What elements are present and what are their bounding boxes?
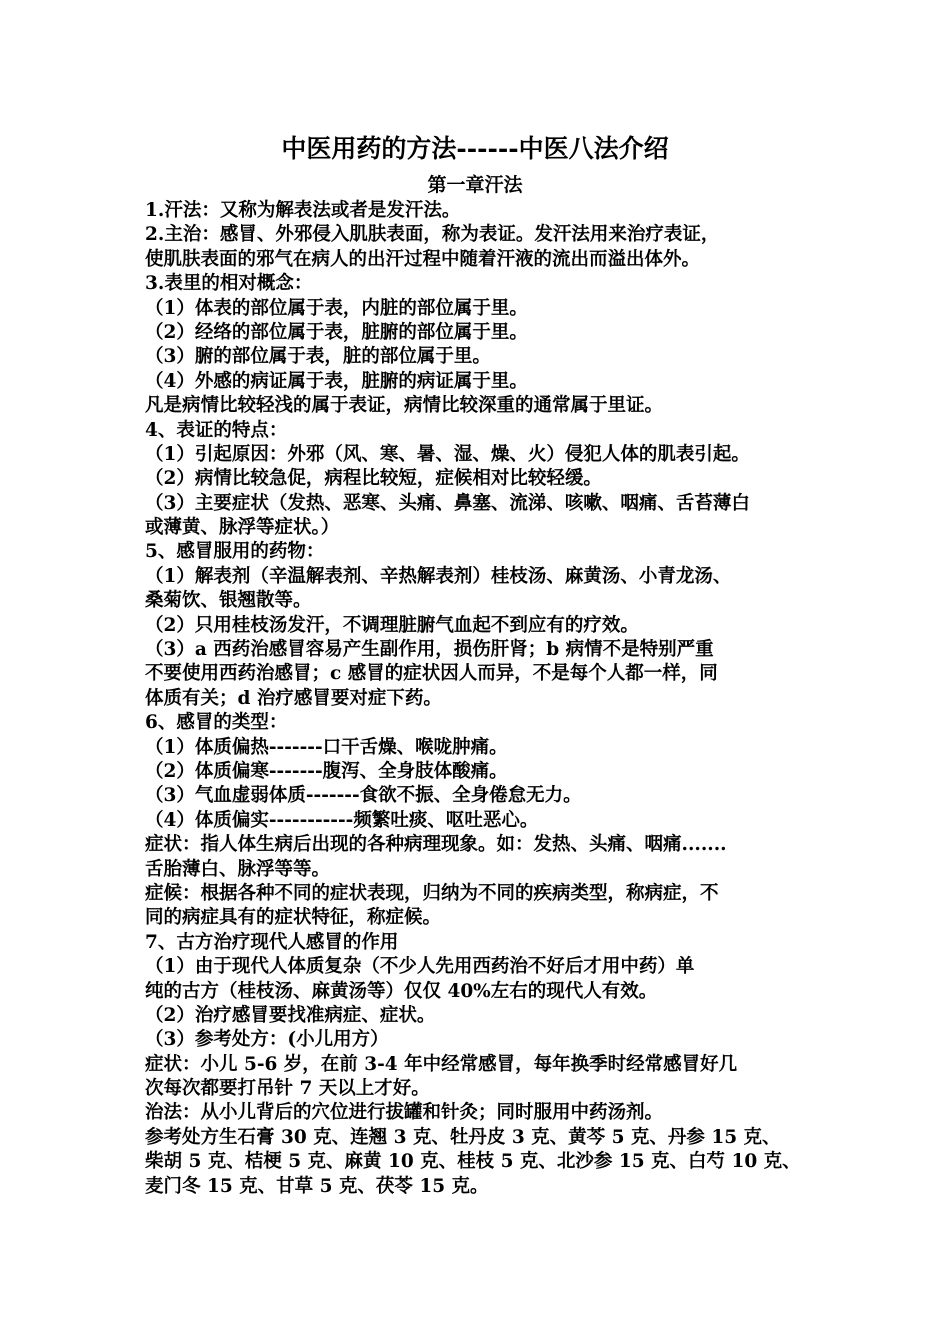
- chapter-title: 第一章汗法: [427, 174, 523, 196]
- body-line: 或薄黄、脉浮等症状。）: [145, 517, 340, 539]
- body-line: （1）引起原因：外邪（风、寒、暑、湿、燥、火）侵犯人体的肌表引起。: [145, 443, 750, 465]
- body-line: 2.主治：感冒、外邪侵入肌肤表面，称为表证。发汗法用来治疗表证，: [145, 224, 720, 246]
- body-line: 使肌肤表面的邪气在病人的出汗过程中随着汗液的流出而溢出体外。: [145, 248, 701, 270]
- body-line: （1）解表剂（辛温解表剂、辛热解表剂）桂枝汤、麻黄汤、小青龙汤、: [145, 565, 732, 587]
- body-line: （1）由于现代人体质复杂（不少人先用西药治不好后才用中药）单: [145, 956, 695, 978]
- body-line: 7、古方治疗现代人感冒的作用: [145, 931, 399, 953]
- body-line: （4）外感的病证属于表，脏腑的病证属于里。: [145, 370, 528, 392]
- body-line: 桑菊饮、银翘散等。: [145, 590, 312, 612]
- body-line: 麦门冬 15 克、甘草 5 克、茯苓 15 克。: [145, 1175, 489, 1197]
- body-line: 3.表里的相对概念：: [145, 273, 313, 295]
- body-line: （2）病情比较急促，病程比较短，症候相对比较轻缓。: [145, 468, 602, 490]
- body-line: 症状：指人体生病后出现的各种病理现象。如：发热、头痛、咽痛.......: [145, 834, 727, 856]
- body-line: 次每次都要打吊针 7 天以上才好。: [145, 1078, 430, 1100]
- body-line: 柴胡 5 克、桔梗 5 克、麻黄 10 克、桂枝 5 克、北沙参 15 克、白芍 10 克、: [145, 1151, 801, 1173]
- body-line: （3）气血虚弱体质-------食欲不振、全身倦怠无力。: [145, 785, 582, 807]
- body-line: 5、感冒服用的药物：: [145, 541, 325, 563]
- body-line: 同的病症具有的症状特征，称症候。: [145, 907, 442, 929]
- body-line: 纯的古方（桂枝汤、麻黄汤等）仅仅 40%左右的现代人有效。: [145, 980, 658, 1002]
- document-body: [145, 199, 815, 1199]
- body-line: 4、表证的特点：: [145, 419, 288, 441]
- body-line: （1）体表的部位属于表，内脏的部位属于里。: [145, 297, 528, 319]
- document-title: 中医用药的方法------中医八法介绍: [281, 134, 669, 163]
- body-line: 6、感冒的类型：: [145, 712, 288, 734]
- body-line: （2）经络的部位属于表，脏腑的部位属于里。: [145, 321, 528, 343]
- body-line: 治法：从小儿背后的穴位进行拔罐和针灸；同时服用中药汤剂。: [145, 1102, 664, 1124]
- body-line: （3）主要症状（发热、恶寒、头痛、鼻塞、流涕、咳嗽、咽痛、舌苔薄白: [145, 492, 750, 514]
- body-line: 体质有关；d 治疗感冒要对症下药。: [145, 687, 442, 709]
- body-line: 舌胎薄白、脉浮等等。: [145, 858, 331, 880]
- body-line: （3）参考处方：(小儿用方）: [145, 1029, 389, 1051]
- body-line: 症状：小儿 5-6 岁，在前 3-4 年中经常感冒，每年换季时经常感冒好几: [145, 1053, 738, 1075]
- body-line: 不要使用西药治感冒；c 感冒的症状因人而异，不是每个人都一样，同: [145, 663, 718, 685]
- body-line: 症候：根据各种不同的症状表现，归纳为不同的疾病类型，称病症，不: [145, 882, 719, 904]
- body-line: 凡是病情比较轻浅的属于表证，病情比较深重的通常属于里证。: [145, 395, 664, 417]
- body-line: 1.汗法：又称为解表法或者是发汗法。: [145, 200, 461, 221]
- body-line: （4）体质偏实-----------频繁吐痰、呕吐恶心。: [145, 809, 539, 831]
- body-line: （2）体质偏寒-------腹泻、全身肢体酸痛。: [145, 760, 508, 782]
- body-line: 参考处方生石膏 30 克、连翘 3 克、牡丹皮 3 克、黄芩 5 克、丹参 15 克、: [145, 1126, 781, 1148]
- body-line: （3）腑的部位属于表，脏的部位属于里。: [145, 346, 491, 368]
- body-line: （3）a 西药治感冒容易产生副作用，损伤肝肾；b 病情不是特别严重: [145, 639, 714, 661]
- body-line: （2）只用桂枝汤发汗，不调理脏腑气血起不到应有的疗效。: [145, 614, 639, 636]
- body-line: （1）体质偏热-------口干舌燥、喉咙肿痛。: [145, 736, 508, 758]
- body-line: （2）治疗感冒要找准病症、症状。: [145, 1004, 436, 1026]
